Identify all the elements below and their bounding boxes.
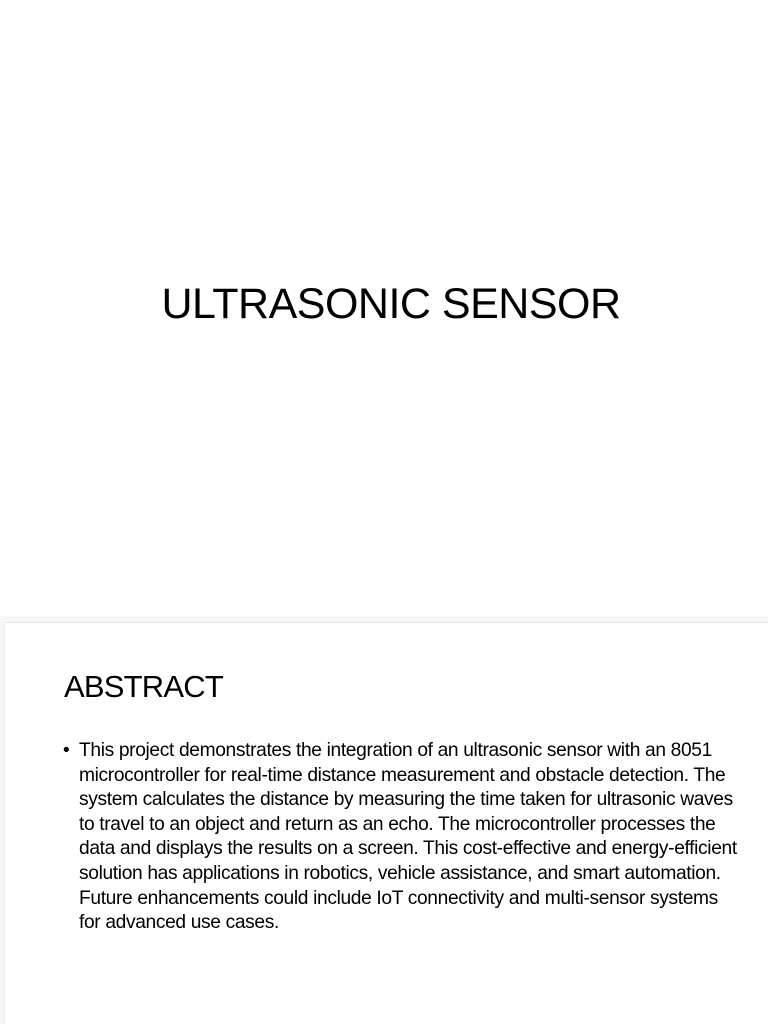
list-item	[63, 739, 743, 936]
slide-title: ULTRASONIC SENSOR	[161, 280, 621, 328]
bullet-list	[63, 739, 743, 936]
bullet-icon: •	[63, 740, 70, 761]
abstract-slide	[4, 622, 768, 1024]
abstract-text: This project demonstrates the integration of an ultrasonic sensor with an 8051 microcontroller for real-time distance measurement and obstacle detection. The system calculates the distance by measuring the time taken for ultrasonic waves to travel to an object and return as an echo. The microcontroller processes the data and displays the results on a screen. This cost-effective and energy-efficient solution has applications in robotics, vehicle assistance, and smart automation. Future enhancements could include IoT connectivity and multi-sensor systems for advanced use cases.	[79, 740, 737, 934]
slide-heading: ABSTRACT	[64, 669, 223, 704]
